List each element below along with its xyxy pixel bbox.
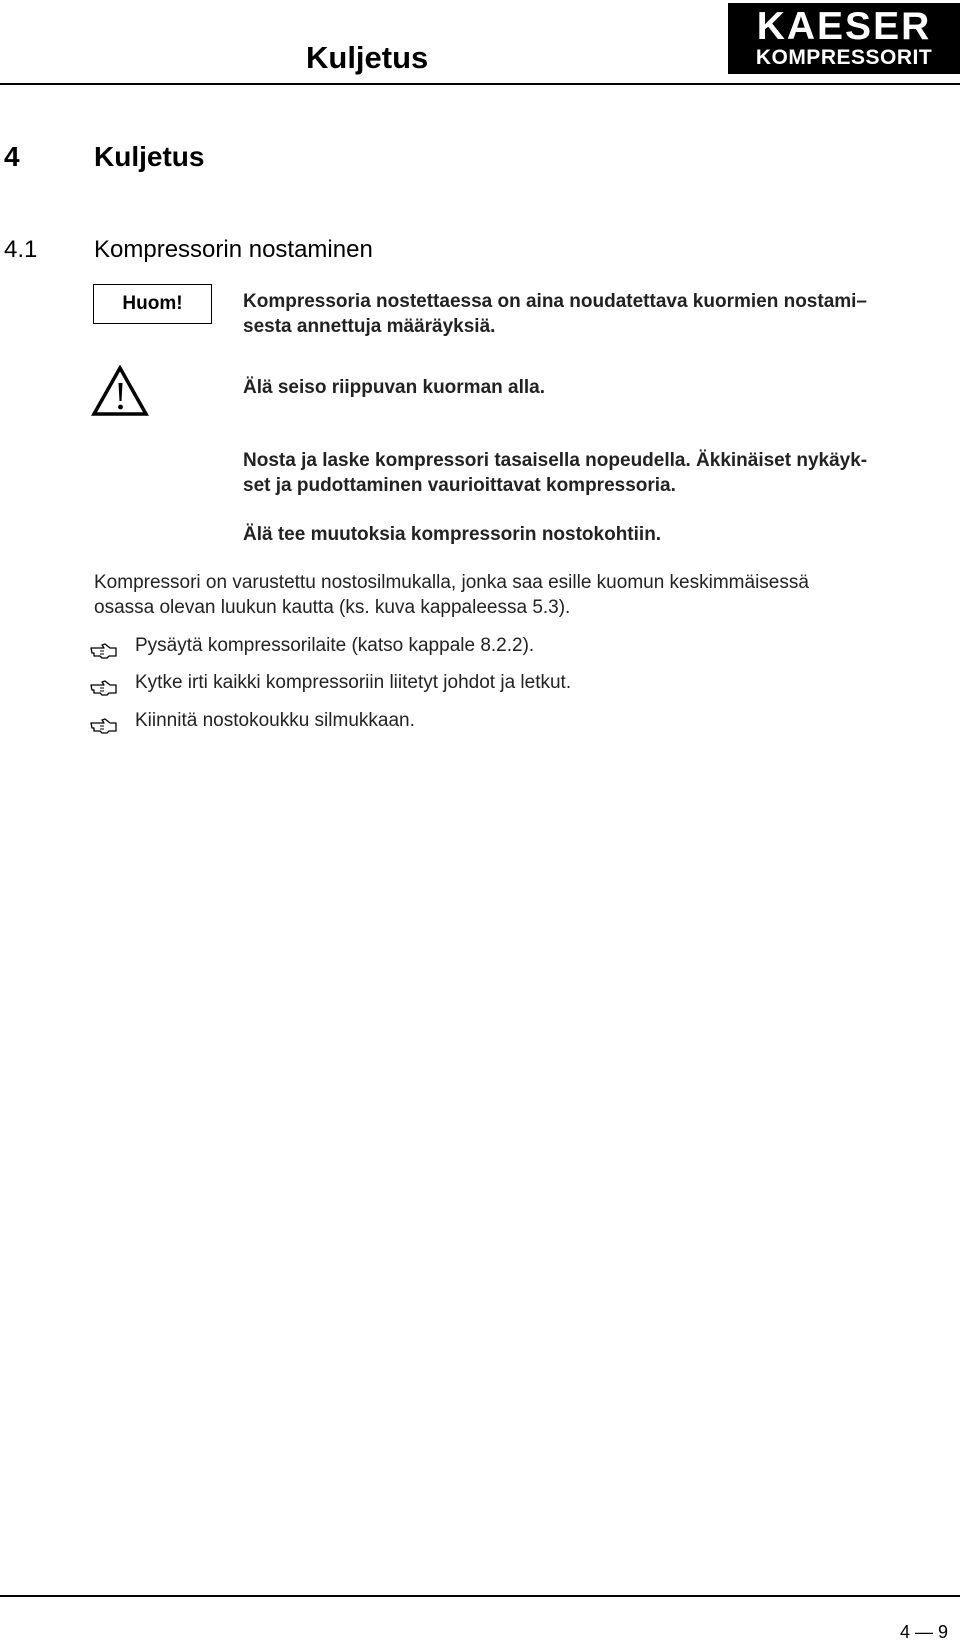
warning-text-2 — [243, 448, 943, 498]
footer-rule — [0, 1595, 960, 1597]
warning-text-line: Nosta ja laske kompressori tasaisella nopeudella. Äkkinäiset nykäyk- — [243, 450, 868, 471]
chapter-number: 4 — [4, 141, 20, 172]
note-text-line: sesta annettuja määräyksiä. — [243, 316, 496, 337]
chapter-title: Kuljetus — [94, 141, 205, 172]
warning-text-1: Älä seiso riippuvan kuorman alla. — [243, 377, 545, 398]
body-paragraph — [94, 570, 924, 620]
note-label-box: Huom! — [93, 284, 212, 324]
step-text: Pysäytä kompressorilaite (katso kappale 8.2.2). — [135, 635, 535, 656]
header-rule — [0, 83, 960, 85]
note-text — [243, 289, 943, 339]
warning-text-line: set ja pudottaminen vaurioittavat kompressoria. — [243, 475, 676, 496]
page-number: 4 — 9 — [900, 1622, 949, 1642]
logo-subtitle: KOMPRESSORIT — [755, 46, 933, 69]
body-line: osassa olevan luukun kautta (ks. kuva kappaleessa 5.3). — [94, 597, 571, 618]
header-title: Kuljetus — [306, 40, 429, 75]
logo-brand: KAESER — [756, 5, 932, 48]
pointing-hand-icon — [90, 639, 118, 659]
kaeser-logo — [728, 3, 960, 74]
step-text: Kytke irti kaikki kompressoriin liitetyt johdot ja letkut. — [135, 672, 572, 693]
warning-triangle-icon — [91, 365, 149, 417]
note-text-line: Kompressoria nostettaessa on aina noudatettava kuormien nostami– — [243, 291, 868, 312]
pointing-hand-icon — [90, 676, 118, 696]
section-number: 4.1 — [4, 236, 38, 263]
warning-text-3: Älä tee muutoksia kompressorin nostokohtiin. — [243, 524, 662, 545]
pointing-hand-icon — [90, 714, 118, 734]
step-text: Kiinnitä nostokoukku silmukkaan. — [135, 710, 415, 731]
section-title: Kompressorin nostaminen — [94, 236, 373, 263]
body-line: Kompressori on varustettu nostosilmukalla, jonka saa esille kuomun keskimmäisessä — [94, 572, 809, 593]
